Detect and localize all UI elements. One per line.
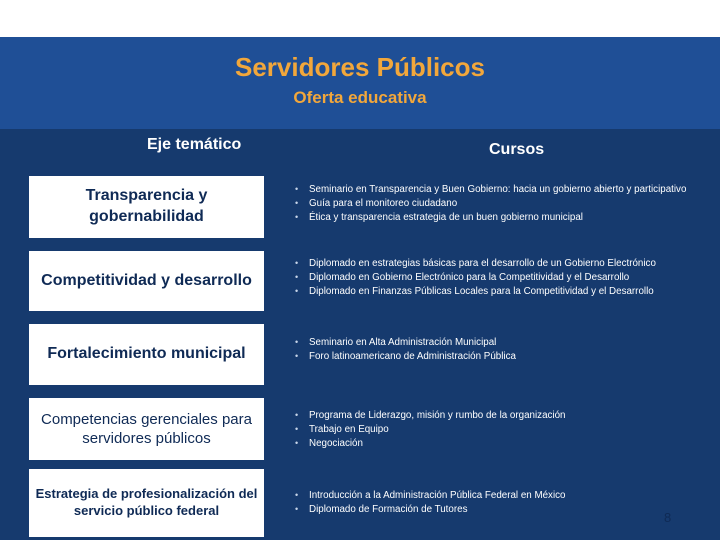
page-number: 8 — [664, 510, 672, 525]
course-list-fortalecimiento — [295, 336, 695, 364]
list-item: • Diplomado en Gobierno Electrónico para la Competitividad y el Desarrollo — [295, 271, 695, 284]
list-item: • Seminario en Transparencia y Buen Gobierno: hacia un gobierno abierto y participativo — [295, 183, 695, 196]
slide-title: Servidores Públicos — [235, 52, 485, 82]
list-item: • Negociación — [295, 437, 695, 450]
theme-box-estrategia: Estrategia de profesionalización del servicio público federal — [29, 469, 264, 537]
course-list-estrategia — [295, 489, 695, 517]
column-header-courses: Cursos — [489, 141, 545, 158]
header-band — [0, 37, 720, 129]
course-list-transparencia — [295, 183, 695, 226]
course-list-competencias — [295, 409, 695, 452]
theme-box-fortalecimiento: Fortalecimiento municipal — [29, 324, 264, 385]
theme-box-competencias: Competencias gerenciales para servidores públicos — [29, 398, 264, 460]
list-item: • Guía para el monitoreo ciudadano — [295, 197, 695, 210]
column-header-theme: Eje temático — [147, 136, 242, 153]
list-item: • Diplomado en Finanzas Públicas Locales para la Competitividad y el Desarrollo — [295, 285, 695, 298]
top-band — [0, 0, 720, 37]
theme-box-transparencia: Transparencia y gobernabilidad — [29, 176, 264, 238]
list-item: • Diplomado en estrategias básicas para el desarrollo de un Gobierno Electrónico — [295, 257, 695, 270]
course-list-competitividad — [295, 257, 695, 300]
list-item: • Seminario en Alta Administración Municipal — [295, 336, 695, 349]
list-item: • Ética y transparencia estrategia de un buen gobierno municipal — [295, 211, 695, 224]
theme-box-competitividad: Competitividad y desarrollo — [29, 251, 264, 311]
list-item: • Programa de Liderazgo, misión y rumbo de la organización — [295, 409, 695, 422]
slide-subtitle: Oferta educativa — [293, 88, 427, 107]
list-item: • Diplomado de Formación de Tutores — [295, 503, 695, 516]
list-item: • Trabajo en Equipo — [295, 423, 695, 436]
list-item: • Foro latinoamericano de Administración Pública — [295, 350, 695, 363]
list-item: • Introducción a la Administración Pública Federal en México — [295, 489, 695, 502]
